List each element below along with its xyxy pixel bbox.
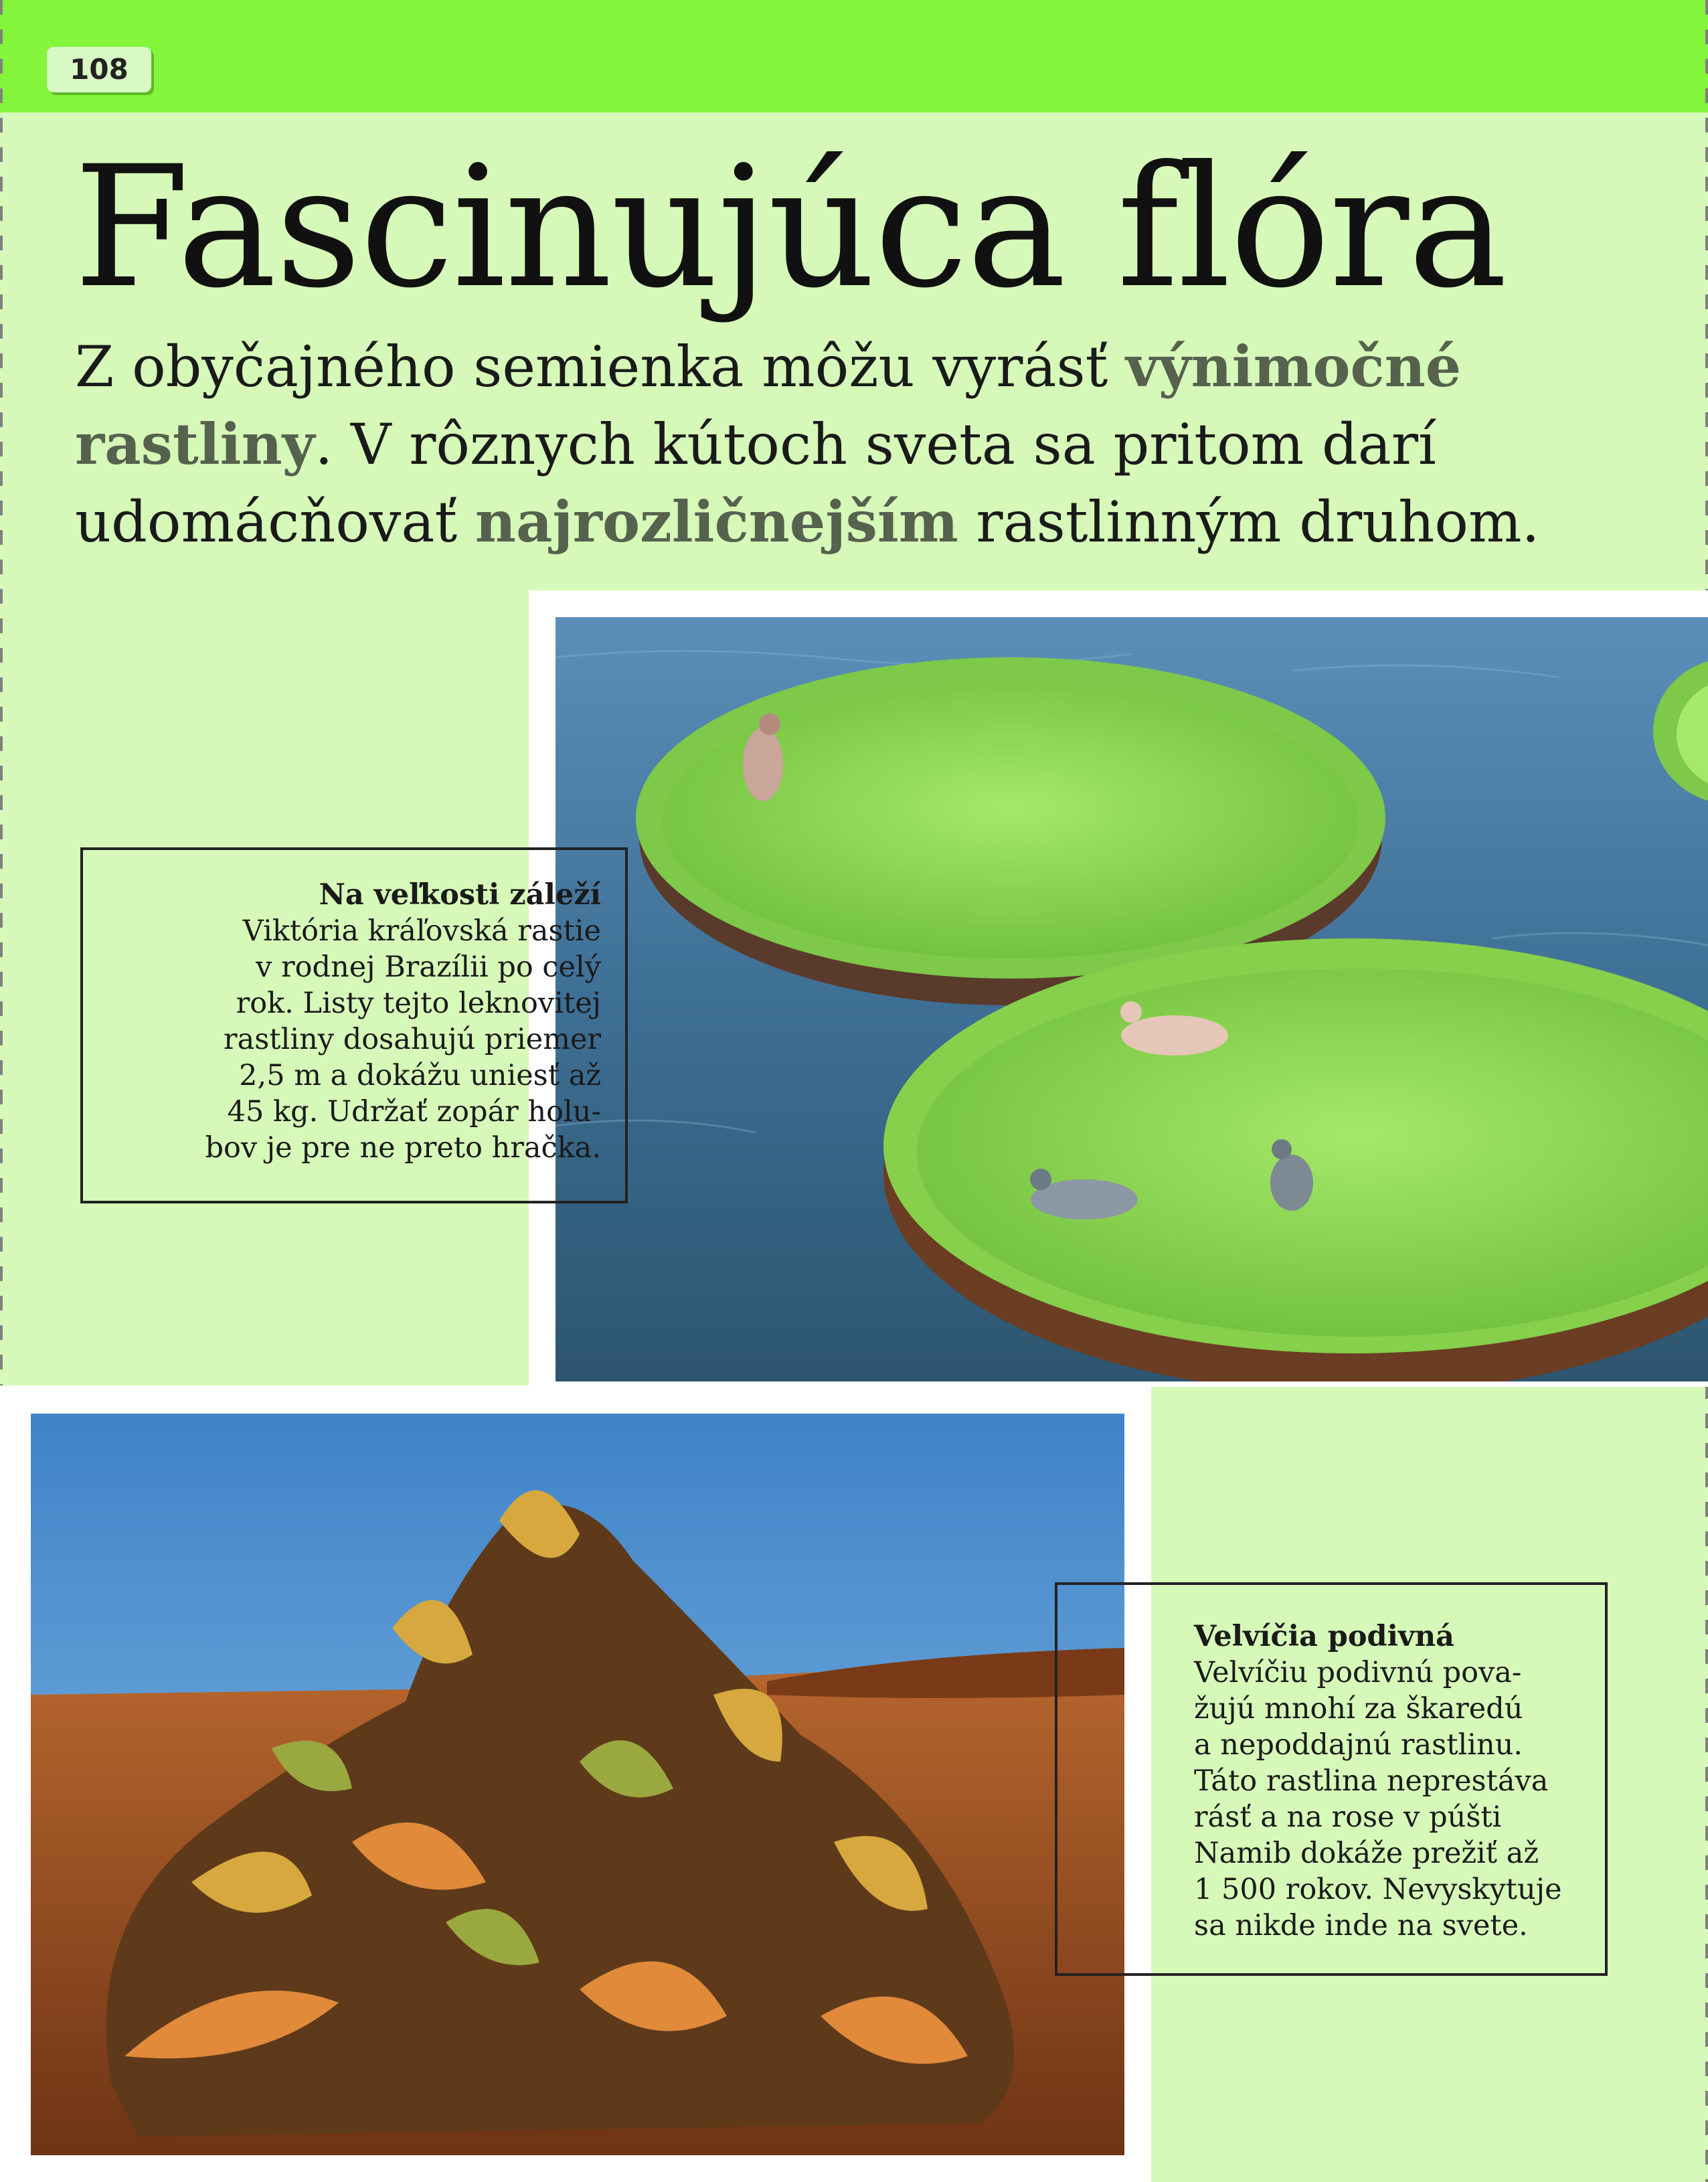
page-number: 108 <box>70 53 129 86</box>
water-lily-photo <box>556 617 1708 1381</box>
intro-highlight-2: najrozličnejším <box>475 489 958 555</box>
intro-text-2: . V rôznych kútoch sveta sa pritom darí udomácňovať <box>75 412 1436 555</box>
caption-body: Viktória kráľovská rastie v rodnej Brazílii po celý rok. Listy tejto leknovitej rastliny dosahujú priemer 2,5 m a dokážu uniesť až 45 kg. Udržať zopár holu- bov je pre ne preto hračka. <box>205 914 601 1165</box>
page-number-tab <box>47 47 151 92</box>
caption-welwitschia <box>1055 1582 1608 1976</box>
welwitschia-illustration <box>31 1414 1124 2155</box>
intro-paragraph <box>75 328 1654 561</box>
caption-title: Velvíčia podivná <box>1194 1620 1455 1653</box>
intro-highlight-1: výnimočné rastliny <box>75 333 1462 477</box>
caption-body: Velvíčiu podivnú pova- žujú mnohí za škaredú a nepoddajnú rastlinu. Táto rastlina neprestáva rásť a na rose v púšti Namib dokáže prežiť až 1 500 rokov. Nevyskytuje sa nikde inde na svete. <box>1194 1656 1562 1942</box>
caption-victoria <box>80 847 628 1203</box>
top-color-band <box>0 0 1708 112</box>
welwitschia-photo <box>31 1414 1124 2155</box>
caption-title: Na veľkosti záleží <box>319 878 601 912</box>
water-lily-illustration <box>556 617 1708 1381</box>
page-title: Fascinujúca flóra <box>74 130 1507 325</box>
intro-text-3: rastlinným druhom. <box>958 489 1540 555</box>
intro-text-1: Z obyčajného semienka môžu vyrásť <box>75 334 1126 400</box>
